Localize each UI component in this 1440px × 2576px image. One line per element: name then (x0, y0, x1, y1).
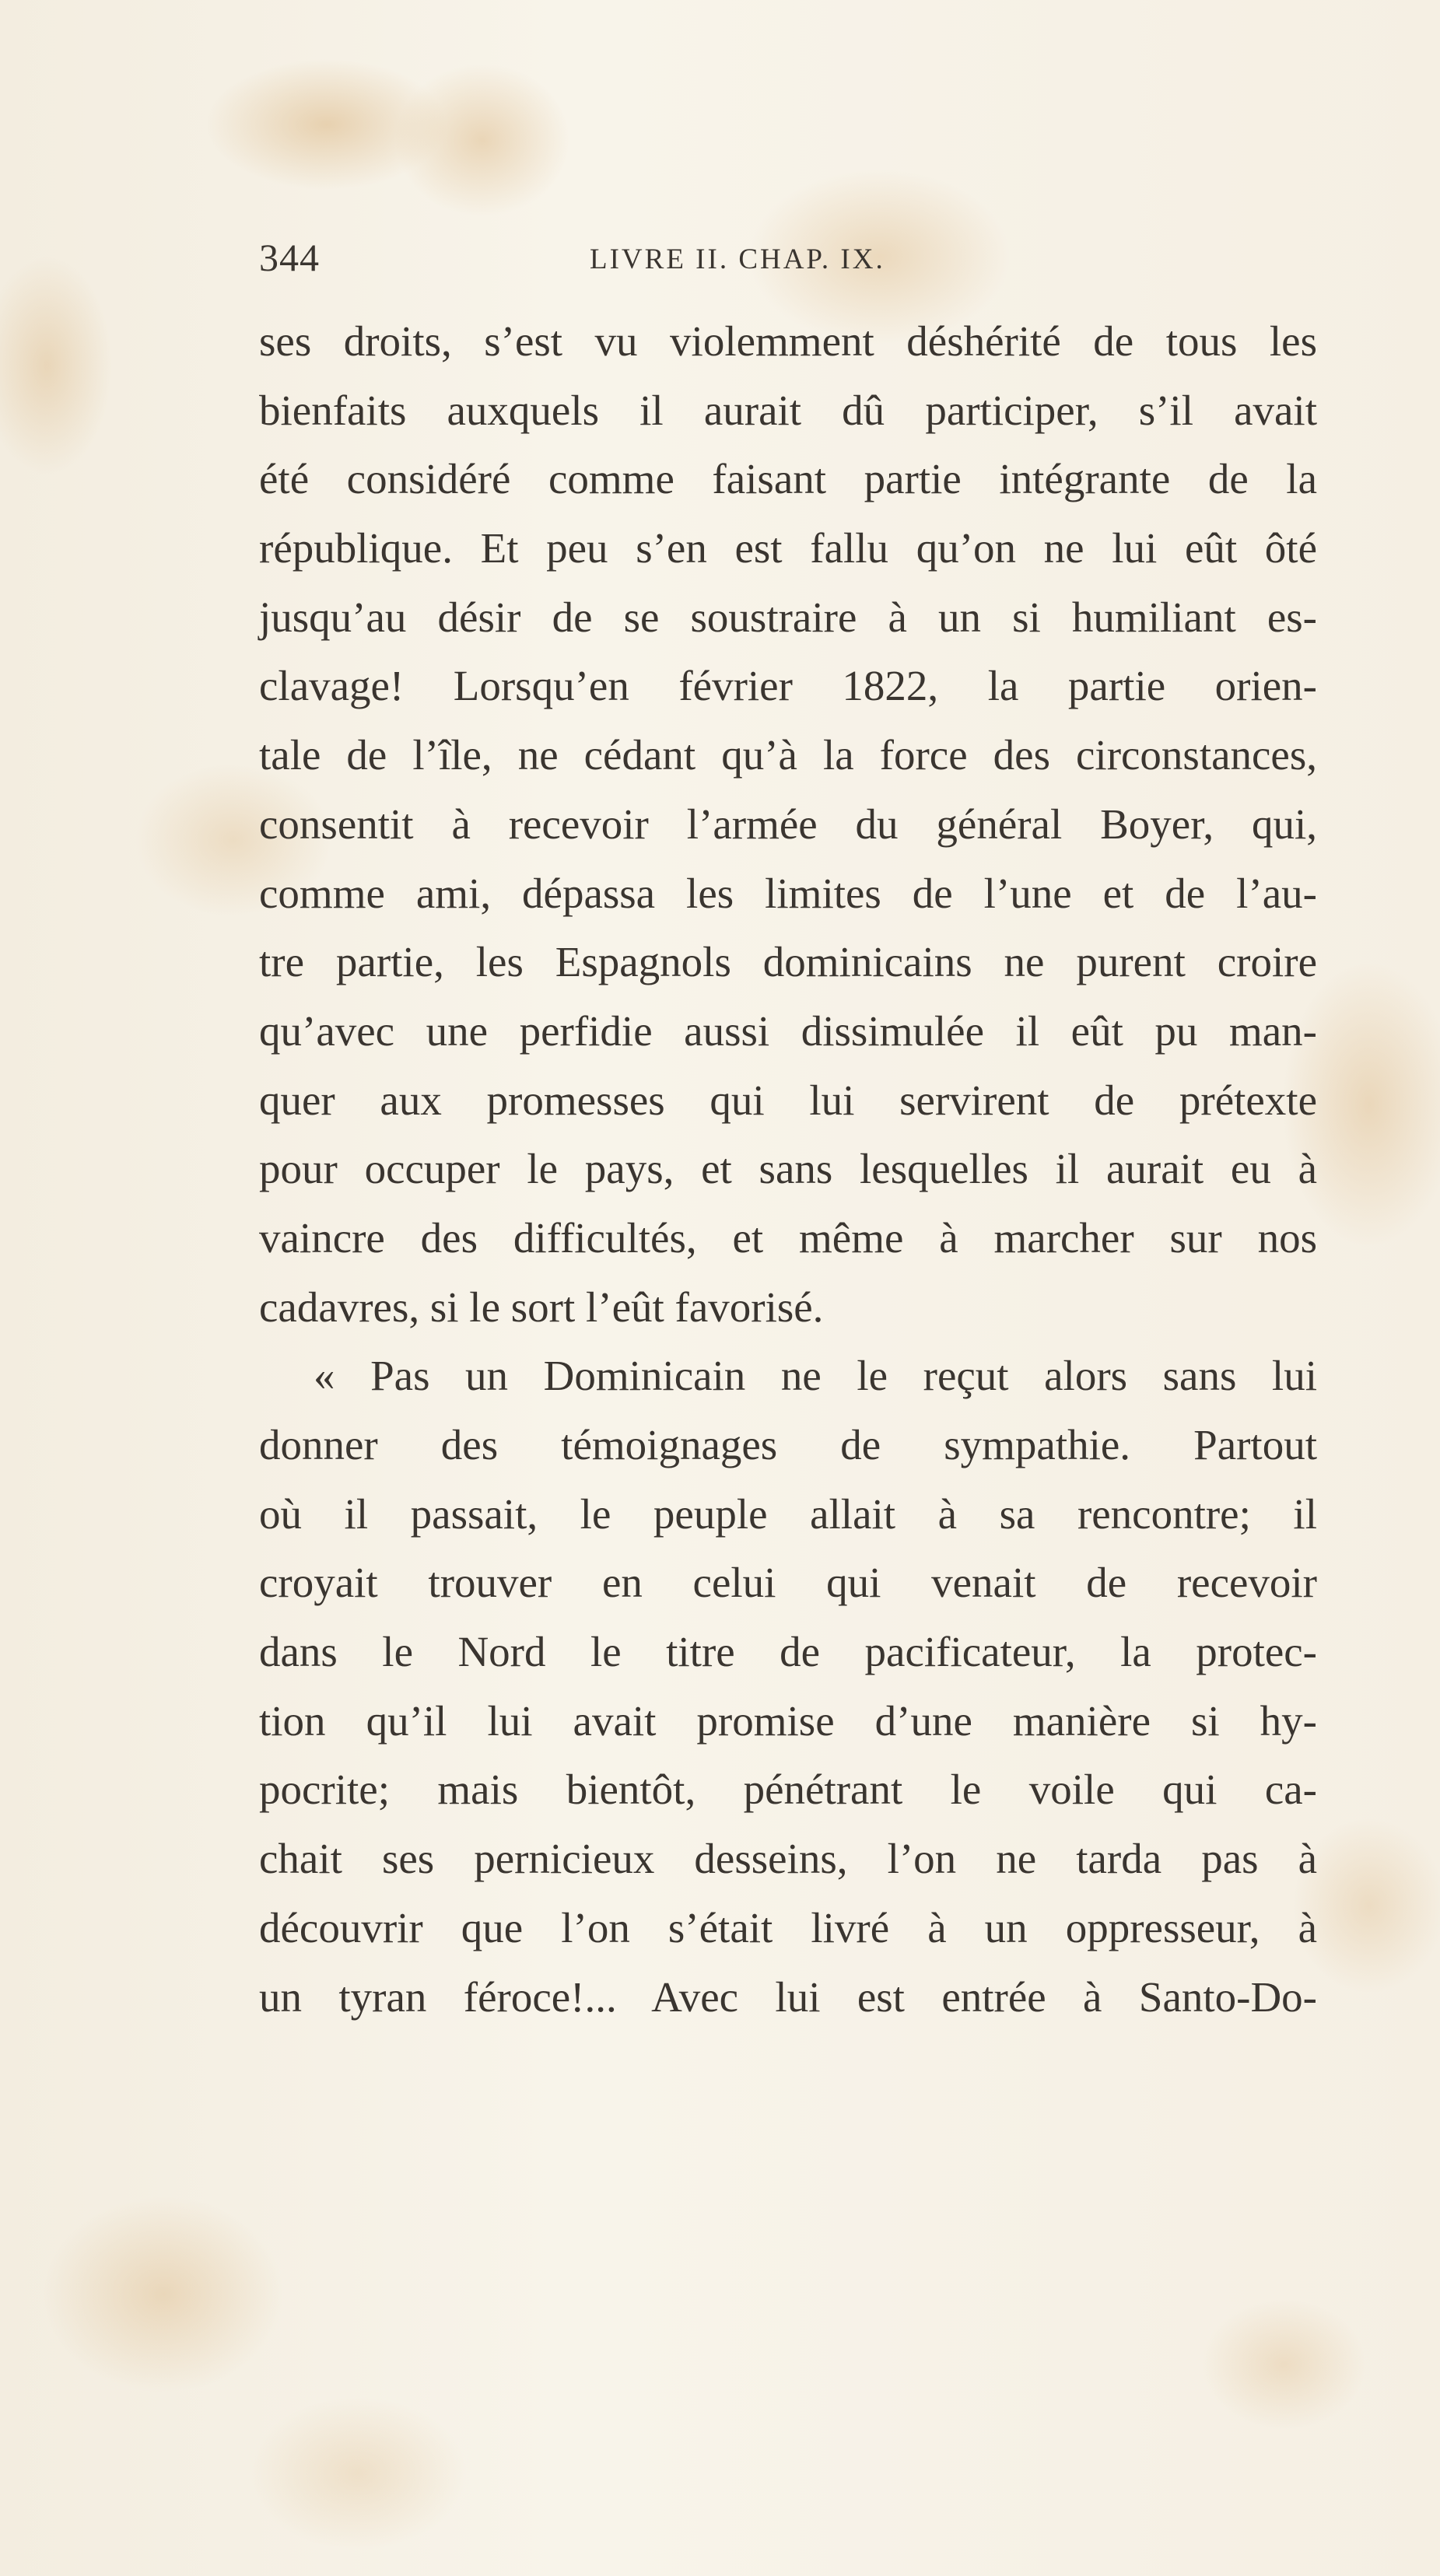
body-text (259, 307, 1317, 2032)
text-line: vaincre des difficultés, et même à marcher sur nos (259, 1213, 1317, 1262)
text-line: ses droits, s’est vu violemment déshérité de tous les (259, 317, 1317, 365)
text-line: tre partie, les Espagnols dominicains ne purent croire (259, 938, 1317, 986)
text-line: bienfaits auxquels il aurait dû participer, s’il avait (259, 386, 1317, 434)
text-line: jusqu’au désir de se soustraire à un si humiliant es- (259, 593, 1317, 641)
text-line: où il passait, le peuple allait à sa rencontre; il (259, 1489, 1317, 1538)
text-line: consentit à recevoir l’armée du général Boyer, qui, (259, 800, 1317, 848)
text-line: république. Et peu s’en est fallu qu’on ne lui eût ôté (259, 524, 1317, 572)
text-line: pocrite; mais bientôt, pénétrant le voile qui ca- (259, 1766, 1317, 1814)
text-line: pour occuper le pays, et sans lesquelles il aurait eu à (259, 1145, 1317, 1193)
text-line: un tyran féroce!... Avec lui est entrée à Santo-Do- (259, 1972, 1317, 2021)
text-line: clavage! Lorsqu’en février 1822, la partie orien- (259, 662, 1317, 710)
page-header (259, 235, 1317, 285)
running-head: LIVRE II. CHAP. IX. (590, 243, 885, 275)
text-line: chait ses pernicieux desseins, l’on ne tarda pas à (259, 1835, 1317, 1883)
text-line: quer aux promesses qui lui servirent de prétexte (259, 1076, 1317, 1124)
text-line: été considéré comme faisant partie intégrante de la (259, 455, 1317, 503)
paragraph-start-line: « Pas un Dominicain ne le reçut alors sans lui (314, 1352, 1317, 1400)
page-number: 344 (259, 236, 320, 279)
text-line: croyait trouver en celui qui venait de recevoir (259, 1559, 1317, 1607)
text-line: dans le Nord le titre de pacificateur, la protec- (259, 1628, 1317, 1676)
text-line: qu’avec une perfidie aussi dissimulée il eût pu man- (259, 1006, 1317, 1055)
text-line: comme ami, dépassa les limites de l’une et de l’au- (259, 869, 1317, 917)
text-line: tion qu’il lui avait promise d’une manière si hy- (259, 1696, 1317, 1745)
text-line: tale de l’île, ne cédant qu’à la force des circonstances, (259, 731, 1317, 779)
text-line: donner des témoignages de sympathie. Partout (259, 1421, 1317, 1468)
paragraph-end-line: cadavres, si le sort l’eût favorisé. (259, 1283, 824, 1331)
text-line: découvrir que l’on s’était livré à un oppresseur, à (259, 1903, 1317, 1951)
